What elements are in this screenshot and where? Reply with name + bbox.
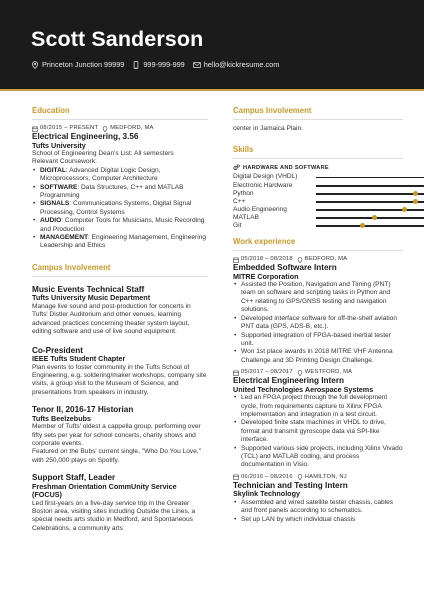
- list-item: • Assembled and wired satellite tester chassis, cables and front panels according to schematics.: [233, 499, 403, 516]
- skill-row: [233, 182, 403, 190]
- skill-level-bar: [316, 225, 424, 227]
- list-item: • Led an FPGA project through the full development cycle, from requirements capture to Xilinx FPGA implementation and integration in a test circuit.: [233, 394, 403, 419]
- entry-text: editing software and use of live sound equipment.: [32, 328, 177, 336]
- school-name: Tufts University: [32, 140, 86, 150]
- bullet-list: [233, 281, 403, 365]
- skill-row: [233, 222, 403, 230]
- entry-text: Manage live sound and post-production for concerts in Tufts' Distler Auditorium and other venues, learning advanced practices concerning theater system layout,: [32, 302, 191, 327]
- entry-date: 05/2017 – 08/2017: [241, 369, 293, 376]
- entry-org: Freshman Orientation CommUnity Service (FOCUS): [32, 481, 177, 500]
- skill-group-header: [233, 164, 403, 171]
- entry-meta: [32, 125, 208, 132]
- entry-date: 08/2015 – PRESENT: [40, 125, 99, 131]
- campus-cont-heading: Campus Involvement: [233, 106, 403, 120]
- entry-text: Plan events to foster community in the Tufts School of Engineering, e.g. soldering/maker workshops, company site visits, a group visit to the Museum of Science, and presentations from speakers in industry.: [32, 363, 207, 396]
- list-item: • SIGNALS: Communications Systems, Digital Signal Processing, Control Systems: [32, 200, 208, 217]
- skill-name: C++: [233, 197, 246, 205]
- entry-title: Support Staff, Leader: [32, 473, 116, 483]
- skill-row: [233, 206, 403, 214]
- entry-title: Embedded Software Intern: [233, 263, 337, 273]
- education-line: Relevant Coursework:: [32, 158, 97, 166]
- skill-level-dot: [360, 223, 365, 228]
- skill-name: MATLAB: [233, 213, 259, 221]
- skill-name: Audio Engineering: [233, 205, 287, 213]
- gears-icon: [233, 164, 240, 171]
- list-item: • Supported various side projects, including Xilinx Vivado (TCL) and MATLAB coding, and process documentation in Visio.: [233, 445, 403, 470]
- skill-row: [233, 214, 403, 222]
- entry-title: Tenor II, 2016-17 Historian: [32, 405, 134, 415]
- education-entry: [32, 125, 208, 251]
- list-item: • Developed finite state machines in VHDL to drive, format and transmit gyroscope data via SPI-like interface.: [233, 419, 403, 444]
- skill-name: Git: [233, 221, 242, 229]
- entry-location-text: MEDFORD, MA: [110, 125, 154, 131]
- skill-level-bar: [316, 217, 424, 219]
- entry-location: [297, 369, 352, 376]
- skill-name: Digital Design (VHDL): [233, 173, 298, 181]
- entry-meta: [233, 256, 403, 263]
- campus-entry: [32, 285, 208, 337]
- list-item: • Assisted the Position, Navigation and Timing (PNT) team on software and scripting tasks in Python and C++ relating to GPS/GNSS testing and navigation solutions.: [233, 281, 403, 315]
- entry-text: Led first-years on a five-day service trip in the Greater Boston area, visiting sites including Outside the Lines, a special needs arts studio in Medford, and Spontaneous Celebrations, a community arts: [32, 499, 196, 532]
- calendar-icon: [233, 257, 239, 263]
- entry-location: [102, 125, 153, 132]
- campus-entry: [32, 473, 208, 533]
- location-pin-icon: [297, 474, 303, 480]
- entry-meta: [233, 369, 403, 376]
- location-pin-icon: [31, 61, 39, 69]
- list-item: • Set up LAN by which individual chassis: [233, 516, 403, 524]
- entry-date: 05/2018 – 08/2018: [241, 256, 293, 263]
- candidate-name: Scott Sanderson: [31, 27, 204, 51]
- skill-level-dot: [413, 191, 418, 196]
- list-item: • AUDIO: Computer Tools for Musicians, Music Recording and Production: [32, 217, 208, 234]
- coursework-list: [32, 167, 208, 251]
- list-item: • Supported integration of FPGA-based inertial tester unit.: [233, 332, 403, 349]
- entry-location-text: WESTFORD, MA: [304, 369, 353, 376]
- entry-org: Tufts Beelzebubs: [32, 413, 91, 423]
- skills-list: [233, 173, 403, 230]
- bullet-list: [233, 499, 403, 524]
- right-column: [233, 106, 403, 528]
- skill-level-bar: [316, 209, 424, 211]
- envelope-icon: [193, 61, 201, 69]
- education-line: School of Engineering Dean's List: All semesters: [32, 150, 174, 157]
- skill-name: Python: [233, 189, 254, 197]
- phone-text: 999-999-999: [143, 60, 185, 69]
- list-item: • DIGITAL: Advanced Digital Logic Design, Microprocessors, Computer Architecture: [32, 167, 208, 184]
- entry-title: Electrical Engineering Intern: [233, 376, 345, 386]
- skill-level-bar: [316, 193, 424, 195]
- contact-line: [31, 60, 287, 69]
- skill-row: [233, 173, 403, 181]
- list-item: • MANAGEMENT: Engineering Management, Engineering Leadership and Ethics: [32, 234, 208, 251]
- location-pin-icon: [297, 257, 303, 263]
- work-entry: [233, 369, 403, 470]
- email-text[interactable]: hello@kickresume.com: [203, 60, 280, 69]
- contact-email[interactable]: [193, 60, 280, 69]
- skill-level-bar: [316, 177, 424, 179]
- campus-entry: [32, 346, 208, 398]
- entry-title: Co-President: [32, 345, 83, 355]
- skill-level-bar: [316, 185, 424, 187]
- entry-location-text: BEDFORD, MA: [304, 256, 348, 263]
- skill-row: [233, 190, 403, 198]
- entry-title: Music Events Technical Staff: [32, 284, 145, 294]
- list-item: • Developed interface software for off-the-shelf aviation PNT data (GPS, ADS-B, etc.).: [233, 315, 403, 332]
- entry-meta: [233, 474, 403, 481]
- left-column: [32, 106, 208, 537]
- work-entry: [233, 256, 403, 365]
- work-heading: Work experience: [233, 237, 403, 251]
- location-text: Princeton Junction 99999: [42, 60, 125, 69]
- entry-location-text: HAMILTON, NJ: [304, 473, 347, 480]
- header-accent-bar: [0, 89, 424, 91]
- location-pin-icon: [297, 370, 303, 376]
- campus-entry: [32, 405, 208, 465]
- skill-level-bar: [316, 201, 424, 203]
- skill-name: Electronic Hardware: [233, 181, 293, 189]
- entry-location: [297, 256, 347, 263]
- contact-location: [31, 60, 124, 69]
- skills-heading: Skills: [233, 145, 403, 159]
- entry-org: MITRE Corporation: [233, 271, 299, 281]
- calendar-icon: [233, 474, 239, 480]
- entry-org: Skylink Technology: [233, 489, 300, 499]
- list-item: • Won 1st place awards in 2018 MITRE VHF Antenna Challenge and 3D Printing Design Challenge.: [233, 348, 403, 365]
- entry-text: Featured on the Bubs' current single, "Who Do You Love," with 250,000 plays on Spotify.: [32, 448, 202, 464]
- header: [0, 0, 424, 89]
- skill-level-dot: [372, 215, 377, 220]
- entry-org: United Technologies Aerospace Systems: [233, 384, 374, 394]
- calendar-icon: [233, 370, 239, 376]
- contact-phone: [132, 60, 184, 69]
- campus-cont-text: center in Jamaica Plain.: [233, 125, 304, 132]
- skill-level-dot: [413, 199, 418, 204]
- entry-date: 06/2016 – 08/2016: [241, 473, 293, 480]
- skill-group-label: HARDWARE AND SOFTWARE: [243, 164, 329, 171]
- phone-icon: [132, 61, 140, 69]
- work-entry: [233, 474, 403, 524]
- list-item: • SOFTWARE: Data Structures, C++ and MATLAB Programming: [32, 184, 208, 201]
- entry-title: Technician and Testing Intern: [233, 480, 348, 490]
- calendar-icon: [32, 126, 38, 132]
- education-heading: Education: [32, 106, 208, 120]
- skill-row: [233, 198, 403, 206]
- entry-text: Member of Tufts' oldest a cappella group, performing over fifty sets per year for school concerts, charity shows and corporate events.: [32, 423, 201, 447]
- location-pin-icon: [102, 126, 108, 132]
- entry-org: IEEE Tufts Student Chapter: [32, 354, 126, 363]
- campus-heading: Campus Involvement: [32, 263, 208, 277]
- entry-location: [297, 474, 347, 481]
- bullet-list: [233, 394, 403, 470]
- skill-level-dot: [402, 207, 407, 212]
- entry-org: Tufts University Music Department: [32, 293, 151, 303]
- degree-title: Electrical Engineering, 3.56: [32, 132, 139, 141]
